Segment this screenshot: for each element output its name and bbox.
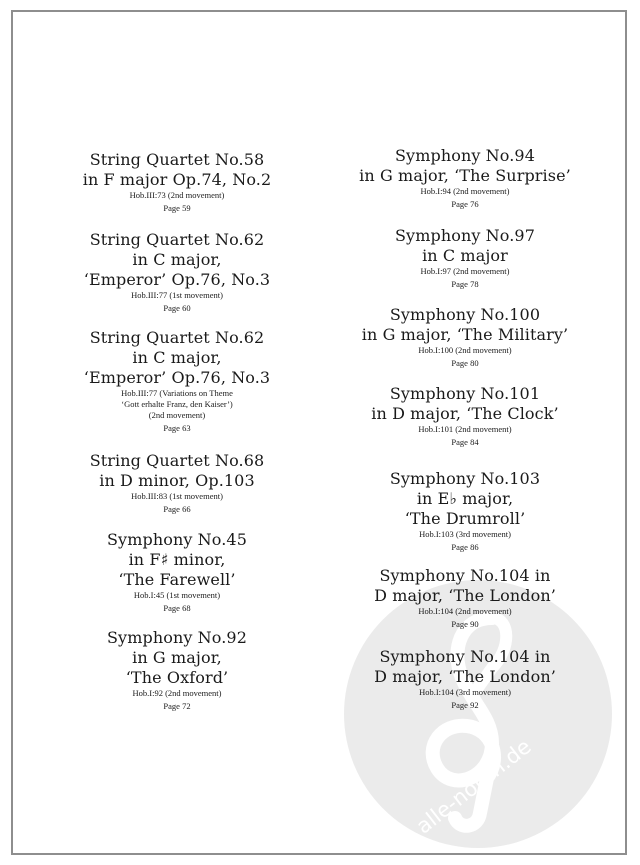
contents-entry	[52, 230, 302, 315]
entry-page-number: Page 68	[163, 603, 191, 613]
entry-catalogue: Hob.I:101 (2nd movement)	[418, 424, 512, 434]
entry-title-line: String Quartet No.68	[89, 451, 265, 470]
entry-title-line: in G major, ‘The Military’	[361, 325, 569, 344]
contents-entry	[340, 305, 590, 370]
entry-catalogue: (2nd movement)	[148, 410, 206, 420]
watermark-text: alle-noten.de	[411, 734, 536, 839]
entry-title-line: in F major Op.74, No.2	[82, 170, 272, 189]
entry-title-line: in C major	[422, 246, 508, 265]
entry-title-line: Symphony No.94	[395, 146, 535, 165]
contents-entry	[340, 566, 590, 631]
entry-title-line: Symphony No.104 in	[379, 647, 551, 666]
entry-title-line: Symphony No.104 in	[379, 566, 551, 585]
contents-entry	[52, 150, 302, 215]
entry-title-line: String Quartet No.62	[89, 328, 265, 347]
entry-catalogue: Hob.III:83 (1st movement)	[131, 491, 223, 501]
contents-entry	[340, 146, 590, 211]
entry-page-number: Page 66	[163, 504, 191, 514]
entry-title-line: D major, ‘The London’	[374, 586, 556, 605]
entry-page-number: Page 90	[451, 619, 479, 629]
entry-catalogue: Hob.I:45 (1st movement)	[133, 590, 221, 600]
entry-page-number: Page 59	[163, 203, 191, 213]
contents-entry	[340, 226, 590, 291]
contents-entry	[340, 647, 590, 712]
entry-title-line: Symphony No.97	[395, 226, 535, 245]
entry-page-number: Page 92	[451, 700, 479, 710]
contents-entry	[340, 384, 590, 449]
entry-title-line: ‘The Farewell’	[118, 570, 236, 589]
entry-title-line: in D major, ‘The Clock’	[371, 404, 559, 423]
entry-title-line: Symphony No.103	[389, 469, 541, 488]
entry-title-line: in G major, ‘The Surprise’	[359, 166, 571, 185]
entry-title-line: ‘The Oxford’	[125, 668, 229, 687]
entry-catalogue: Hob.I:103 (3rd movement)	[419, 529, 511, 539]
contents-entry	[340, 469, 590, 554]
entry-page-number: Page 84	[451, 437, 479, 447]
entry-title-line: Symphony No.100	[389, 305, 541, 324]
entry-catalogue: Hob.I:104 (3rd movement)	[419, 687, 511, 697]
entry-catalogue: Hob.III:73 (2nd movement)	[129, 190, 225, 200]
entry-title-line: ‘Emperor’ Op.76, No.3	[83, 368, 271, 387]
entry-catalogue: ‘Gott erhalte Franz, den Kaiser’)	[121, 399, 233, 409]
entry-title-line: in D minor, Op.103	[99, 471, 255, 490]
entry-catalogue: Hob.I:92 (2nd movement)	[132, 688, 222, 698]
entry-title-line: in C major,	[132, 250, 222, 269]
entry-title-line: String Quartet No.58	[89, 150, 265, 169]
entry-catalogue: Hob.I:97 (2nd movement)	[420, 266, 510, 276]
entry-title-line: in E♭ major,	[416, 489, 514, 508]
entry-page-number: Page 78	[451, 279, 479, 289]
entry-title-line: Symphony No.92	[107, 628, 247, 647]
entry-title-line: Symphony No.45	[107, 530, 247, 549]
entry-title-line: String Quartet No.62	[89, 230, 265, 249]
entry-title-line: in G major,	[132, 648, 222, 667]
contents-entry	[52, 530, 302, 615]
entry-page-number: Page 60	[163, 303, 191, 313]
entry-page-number: Page 76	[451, 199, 479, 209]
entry-page-number: Page 72	[163, 701, 191, 711]
entry-catalogue: Hob.III:77 (1st movement)	[131, 290, 223, 300]
entry-catalogue: Hob.III:77 (Variations on Theme	[121, 388, 233, 398]
contents-entry	[52, 328, 302, 435]
contents-entry	[52, 628, 302, 713]
entry-page-number: Page 80	[451, 358, 479, 368]
entry-title-line: in C major,	[132, 348, 222, 367]
entry-catalogue: Hob.I:100 (2nd movement)	[418, 345, 512, 355]
contents-entry	[52, 451, 302, 516]
entry-title-line: Symphony No.101	[389, 384, 541, 403]
entry-page-number: Page 86	[451, 542, 479, 552]
entry-title-line: ‘The Drumroll’	[404, 509, 526, 528]
entry-catalogue: Hob.I:104 (2nd movement)	[418, 606, 512, 616]
entry-catalogue: Hob.I:94 (2nd movement)	[420, 186, 510, 196]
entry-page-number: Page 63	[163, 423, 191, 433]
entry-title-line: in F♯ minor,	[128, 550, 226, 569]
entry-title-line: D major, ‘The London’	[374, 667, 556, 686]
entry-title-line: ‘Emperor’ Op.76, No.3	[83, 270, 271, 289]
